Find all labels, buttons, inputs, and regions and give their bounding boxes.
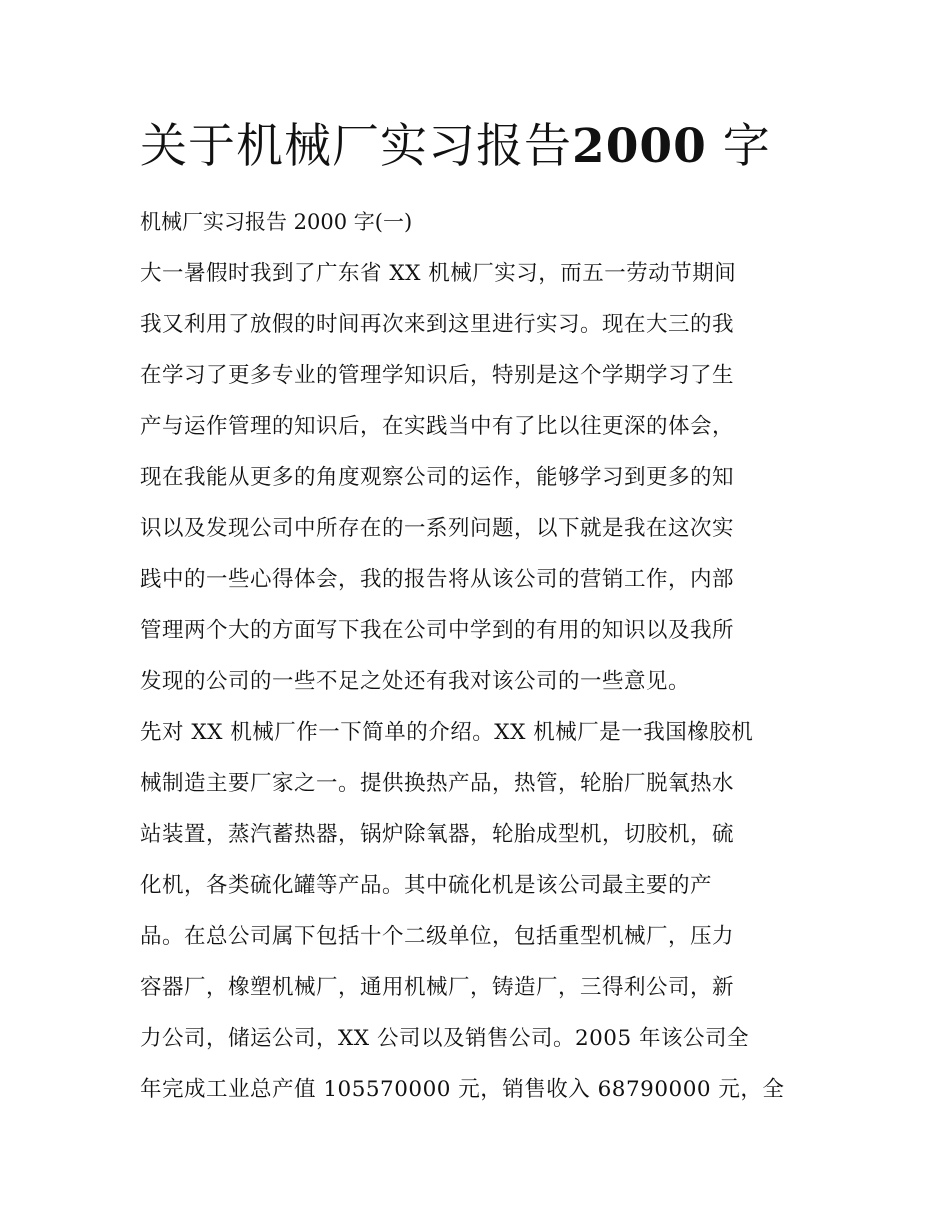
title-number: 2000 (572, 119, 707, 174)
body-text (140, 255, 820, 1122)
text-line: 我又利用了放假的时间再次来到这里进行实习。现在大三的我 (140, 312, 735, 337)
text-line: 先对 XX 机械厂作一下简单的介绍。XX 机械厂是一我国橡胶机 (140, 720, 754, 745)
text-line: 发现的公司的一些不足之处还有我对该公司的一些意见。 (140, 669, 691, 694)
text-line: 识以及发现公司中所存在的一系列问题，以下就是我在这次实 (140, 516, 735, 541)
text-line: 容器厂，橡塑机械厂，通用机械厂，铸造厂，三得利公司，新 (140, 975, 735, 1000)
text-line: 践中的一些心得体会，我的报告将从该公司的营销工作，内部 (140, 567, 735, 592)
text-line: 站装置，蒸汽蓄热器，锅炉除氧器，轮胎成型机，切胶机，硫 (140, 822, 735, 847)
text-line: 化机，各类硫化罐等产品。其中硫化机是该公司最主要的产 (140, 873, 713, 898)
title-text: 关于机械厂实习报告 (140, 119, 572, 174)
text-line: 械制造主要厂家之一。提供换热产品，热管，轮胎厂脱氧热水 (140, 771, 735, 796)
title-suffix: 字 (706, 119, 771, 174)
text-line: 产与运作管理的知识后，在实践当中有了比以往更深的体会， (140, 414, 735, 439)
text-line: 品。在总公司属下包括十个二级单位，包括重型机械厂，压力 (140, 924, 735, 949)
text-line: 大一暑假时我到了广东省 XX 机械厂实习，而五一劳动节期间 (140, 261, 737, 286)
text-line: 力公司，储运公司，XX 公司以及销售公司。2005 年该公司全 (140, 1026, 749, 1051)
document-subtitle: 机械厂实习报告 2000 字(一) (140, 210, 413, 234)
document-title (140, 116, 840, 178)
text-line: 在学习了更多专业的管理学知识后，特别是这个学期学习了生 (140, 363, 735, 388)
text-line: 年完成工业总产值 105570000 元，销售收入 68790000 元，全 (140, 1077, 785, 1102)
text-line: 管理两个大的方面写下我在公司中学到的有用的知识以及我所 (140, 618, 735, 643)
text-line: 现在我能从更多的角度观察公司的运作，能够学习到更多的知 (140, 465, 735, 490)
